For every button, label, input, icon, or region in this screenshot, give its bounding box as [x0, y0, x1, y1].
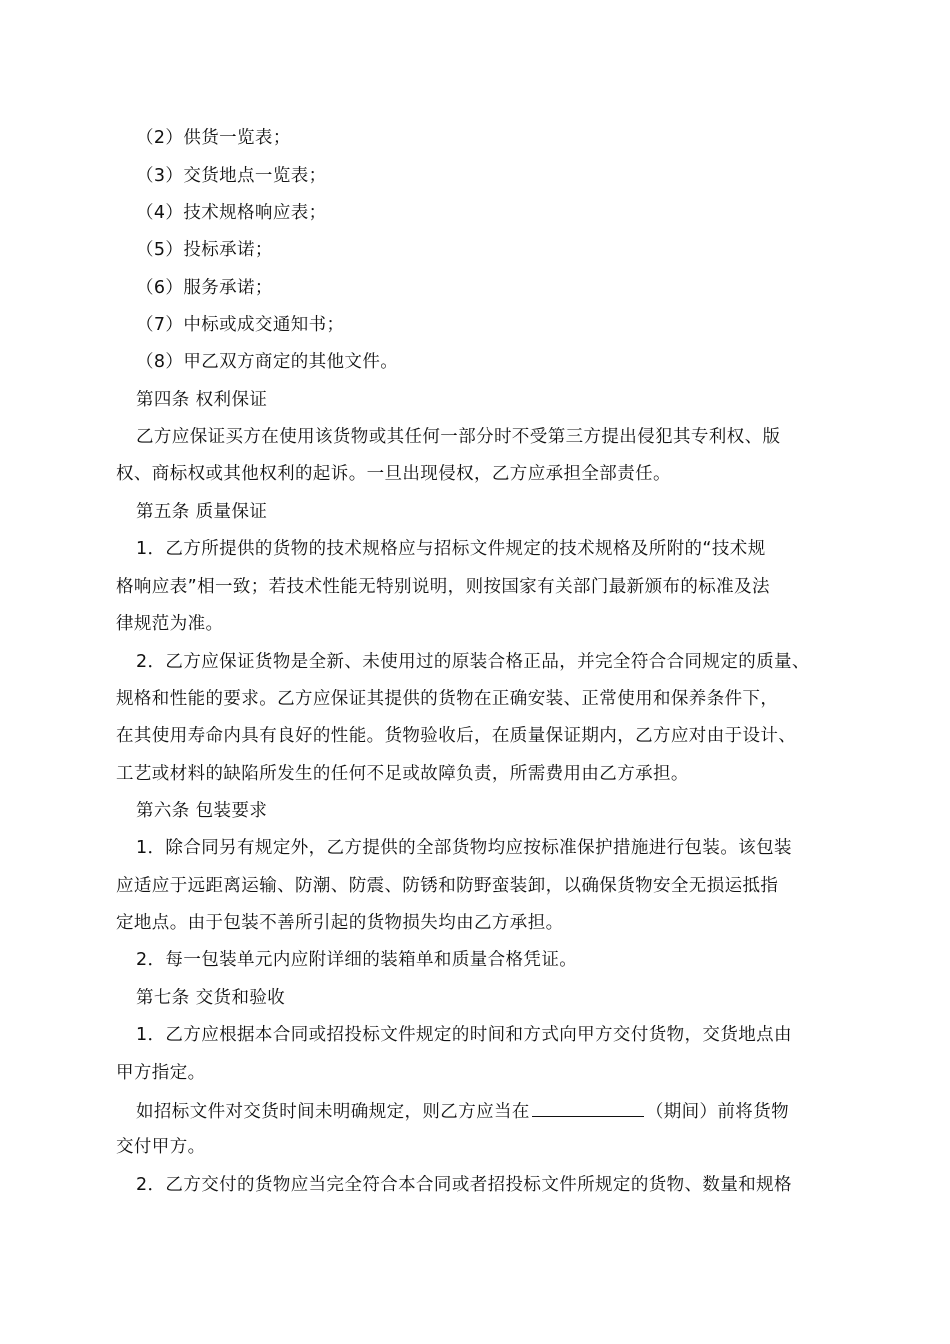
section-heading: 第四条 权利保证 — [136, 390, 268, 410]
section-heading: 第七条 交货和验收 — [136, 988, 286, 1008]
paragraph-line: 1．除合同另有规定外，乙方提供的全部货物均应按标准保护措施进行包装。该包装 — [136, 838, 792, 858]
list-item: （6）服务承诺； — [136, 278, 273, 298]
paragraph-line: 定地点。由于包装不善所引起的货物损失均由乙方承担。 — [116, 913, 564, 933]
blank-line-suffix: （期间）前将货物 — [645, 1102, 790, 1122]
fill-in-blank[interactable] — [532, 1098, 644, 1117]
list-item: （3）交货地点一览表； — [136, 166, 327, 186]
list-item: （5）投标承诺； — [136, 240, 273, 260]
paragraph-line: 乙方应保证买方在使用该货物或其任何一部分时不受第三方提出侵犯其专利权、版 — [136, 427, 781, 447]
paragraph-line: 权、商标权或其他权利的起诉。一旦出现侵权，乙方应承担全部责任。 — [116, 464, 671, 484]
paragraph-line: 格响应表”相一致；若技术性能无特别说明，则按国家有关部门最新颁布的标准及法 — [116, 577, 770, 597]
paragraph-line: 甲方指定。 — [116, 1063, 206, 1083]
paragraph-line: 应适应于远距离运输、防潮、防震、防锈和防野蛮装卸，以确保货物安全无损运抵指 — [116, 876, 779, 896]
paragraph-line: 律规范为准。 — [116, 614, 224, 634]
paragraph-line: 2．每一包装单元内应附详细的装箱单和质量合格凭证。 — [136, 950, 578, 970]
paragraph-line: 2．乙方交付的货物应当完全符合本合同或者招投标文件所规定的货物、数量和规格 — [136, 1175, 792, 1195]
list-item: （8）甲乙双方商定的其他文件。 — [136, 352, 399, 372]
paragraph-line: 交付甲方。 — [116, 1137, 206, 1157]
list-item: （7）中标或成交通知书； — [136, 315, 345, 335]
paragraph-line: 在其使用寿命内具有良好的性能。货物验收后，在质量保证期内，乙方应对由于设计、 — [116, 726, 797, 746]
paragraph-line: 1．乙方应根据本合同或招投标文件规定的时间和方式向甲方交付货物，交货地点由 — [136, 1025, 792, 1045]
list-item: （2）供货一览表； — [136, 128, 291, 148]
paragraph-line: 规格和性能的要求。乙方应保证其提供的货物在正确安装、正常使用和保养条件下， — [116, 689, 779, 709]
section-heading: 第五条 质量保证 — [136, 502, 268, 522]
blank-line-prefix: 如招标文件对交货时间未明确规定，则乙方应当在 — [136, 1102, 530, 1122]
paragraph-line-with-blank — [136, 1098, 789, 1124]
list-item: （4）技术规格响应表； — [136, 203, 327, 223]
section-heading: 第六条 包装要求 — [136, 801, 268, 821]
paragraph-line: 2．乙方应保证货物是全新、未使用过的原装合格正品，并完全符合合同规定的质量、 — [136, 652, 810, 672]
paragraph-line: 工艺或材料的缺陷所发生的任何不足或故障负责，所需费用由乙方承担。 — [116, 764, 689, 784]
paragraph-line: 1．乙方所提供的货物的技术规格应与招标文件规定的技术规格及所附的“技术规 — [136, 539, 766, 559]
